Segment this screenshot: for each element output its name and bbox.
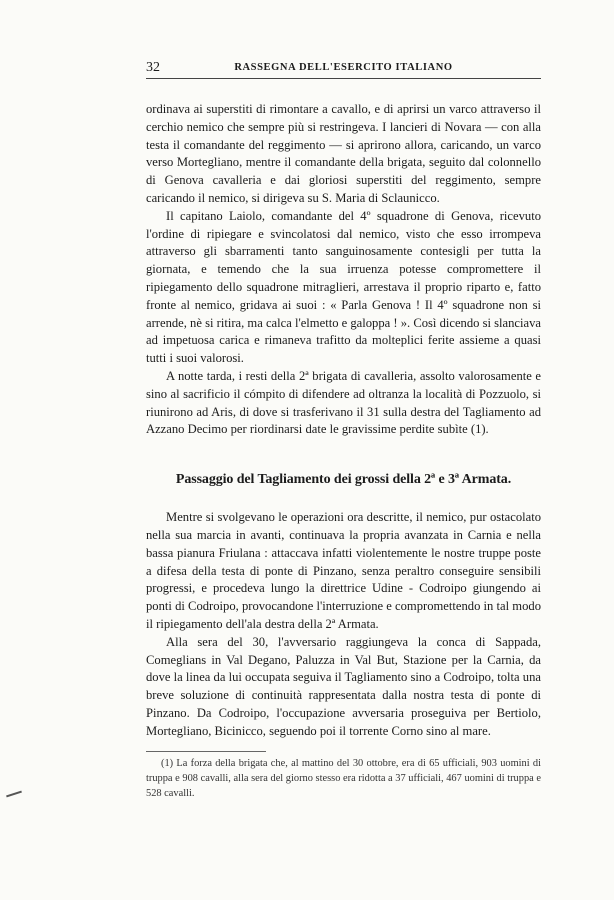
page-number: 32: [146, 60, 160, 75]
margin-mark: [6, 791, 22, 798]
page-header: [146, 60, 541, 79]
footnote: (1) La forza della brigata che, al mattino del 30 ottobre, era di 65 ufficiali, 903 uomini di truppa e 908 cavalli, alla sera del giorno stesso era ridotta a 37 ufficiali, 467 uomini di truppa e 528 cavalli.: [146, 757, 541, 799]
footnote-divider: [146, 751, 266, 752]
paragraph-2: Il capitano Laiolo, comandante del 4º squadrone di Genova, ricevuto l'ordine di ripiegare e svincolatosi dal nemico, visto che esso irrompeva attraverso gli sbarramenti tanto sanguinosamente contesigli per tutta la giornata, e temendo che la sua irruenza potesse compromettere il ripiegamento dello squadrone mitraglieri, arrestava il proprio riparto e, fatto fronte al nemico, gridava ai suoi : « Parla Genova ! Il 4º squadrone non si arrende, nè si ritira, ma calca l'elmetto e galoppa ! ». Così dicendo si slanciava ad impetuosa carica e rimaneva trafitto da molteplici ferite assieme a quasi tutti i suoi valorosi.: [146, 208, 541, 366]
paragraph-3: A notte tarda, i resti della 2ª brigata di cavalleria, assolto valorosamente e sino al sacrificio il cómpito di difendere ad oltranza la località di Pozzuolo, si riunirono ad Aris, di dove si trasferivano il 31 sulla destra del Tagliamento ad Azzano Decimo per riordinarsi date le gravissime perdite subìte (1).: [146, 368, 541, 437]
section-paragraph-2: Alla sera del 30, l'avversario raggiungeva la conca di Sappada, Comeglians in Val Degano, Paluzza in Val But, Stazione per la Carnia, da dove la linea da lui occupata seguiva il Tagliamento sino a Codroipo, tolta una breve soluzione di continuità rappresentata dalla nostra testa di ponte di Pinzano. Da Codroipo, l'occupazione avversaria proseguiva per Bertiolo, Mortegliano, Bicinicco, seguendo poi il torrente Corno sino al mare.: [146, 634, 541, 738]
paragraph-1: ordinava ai superstiti di rimontare a cavallo, e di aprirsi un varco attraverso il cerchio nemico che sempre più si restringeva. I lancieri di Novara — con alla testa il comandante del reggimento — si aprirono allora, caricando, un varco verso Mortegliano, mentre il comandante della brigata, seguito dal colonnello di Genova cavalleria e dai gloriosi superstiti del reggimento, sempre caricando il nemico, si dirigeva su S. Maria di Sclaunicco.: [146, 102, 541, 205]
page: [146, 60, 541, 801]
section-paragraph-1: Mentre si svolgevano le operazioni ora descritte, il nemico, pur ostacolato nella sua marcia in avanti, continuava la propria avanzata in Carnia e nella bassa pianura Friulana : attaccava infatti violentemente le nostre truppe poste a difesa della testa di ponte di Pinzano, senza peraltro conseguire sensibili progressi, e procedeva lungo la direttrice Udine - Codroipo giungendo ai ponti di Codroipo, provocandone l'interruzione e compromettendo in tal modo il ripiegamento dell'ala destra della 2ª Armata.: [146, 510, 541, 631]
section-heading: Passaggio del Tagliamento dei grossi della 2ª e 3ª Armata.: [175, 472, 512, 488]
running-title: RASSEGNA DELL'ESERCITO ITALIANO: [234, 62, 453, 73]
